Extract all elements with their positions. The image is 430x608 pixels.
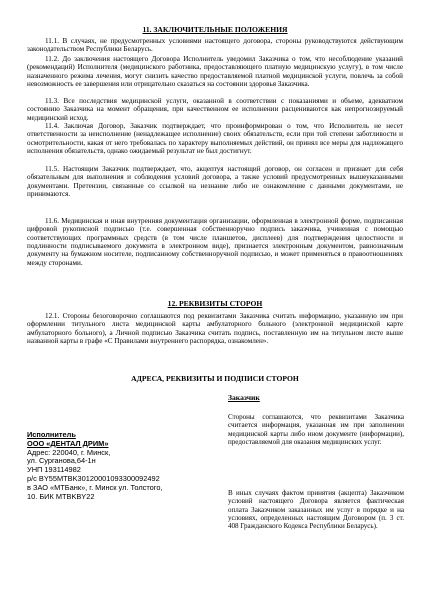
executor-street: ул. Сурганова,64-1н (27, 456, 96, 466)
paragraph-11-6: 11.6. Медицинская и иная внутренняя документация организации, оформленная в электронной форме, подписанная цифровой рукописной подписью (т.е. совершенная собственноручно подпись заказчика, учиненная с помощью соответствующих программных средств (в том числе планшетов, дисплеев) для подтверждения целостности и подлинности подписываемого документа в электронном виде), признается электронным документом, равнозначным документу на бумажном носителе, подписанному собственноручной подписью, и может применяться в правоотношениях между сторонами. (27, 217, 403, 267)
section-12-heading: 12. РЕКВИЗИТЫ СТОРОН (167, 299, 263, 308)
paragraph-11-1: 11.1. В случаях, не предусмотренных условиями настоящего договора, стороны руководствуются действующим законодательством Республики Беларусь. (27, 37, 403, 54)
executor-bank: в ЗАО «МТБанк», г. Минск ул. Толстого, (27, 482, 163, 492)
paragraph-12-1: 12.1. Стороны безоговорочно соглашаются под реквизитами Заказчика считать информацию, указанную им при оформлении титульного листа медицинской карты амбулаторного больного (электронной медицинской карте амбулаторного больного), а Личной подписью Заказчика считать подпись, поставленную им на титульном листе выше названной карты в графе «С Правилами внутреннего распорядка, ознакомлен». (27, 312, 403, 346)
paragraph-11-2: 11.2. До заключения настоящего Договора Исполнитель уведомил Заказчика о том, что несоблюдение указаний (рекомендаций) Исполнителя (медицинского работника, предоставляющего платную медицинскую услугу), в том числе назначенного режима лечения, могут снизить качество предоставляемой платной медицинской услуги, повлечь за собой невозможность ее завершения или отрицательно сказаться на состоянии здоровья Заказчика. (27, 55, 403, 89)
executor-address: Адрес: 220040, г. Минск, (27, 447, 111, 457)
paragraph-11-5: 11.5. Настоящим Заказчик подтверждает, что, акцептуя настоящий договор, он согласен и признает для себя обязательным для выполнения и соблюдения условий договора, а также условий предусмотренных вышеуказанными документами. Претензии, связанные со ссылкой на незнание либо не ознакомление с данными документами, не принимаются. (27, 165, 403, 199)
executor-block (27, 431, 197, 501)
executor-name: ООО «ДЕНТАЛ ДРИМ» (27, 438, 109, 448)
executor-title: Исполнитель (27, 430, 76, 439)
paragraph-11-3: 11.3. Все последствия медицинской услуги, оказанной в соответствии с показаниями и объеме, адекватном состоянию Заказчика на момент обращения, при качественном ее исполнении расцениваются как непрогнозируемый медицинский исход. (27, 97, 403, 122)
addresses-heading: АДРЕСА, РЕКВИЗИТЫ И ПОДПИСИ СТОРОН (131, 374, 299, 383)
executor-unp: УНП 193114982 (27, 465, 81, 475)
paragraph-11-4: 11.4. Заключая Договор, Заказчик подтверждает, что проинформирован о том, что Исполнитель не несет ответственности за неисполнение (ненадлежащее исполнение) своих обязательств, если при той степени заботливости и осмотрительности, какая от него требовалась по характеру выполняемых действий, он принял все меры для надлежащего исполнения обязательств, однако ожидаемый результат не был достигнут. (27, 122, 403, 156)
executor-bik: 10. БИК MTBKBY22 (27, 491, 95, 501)
executor-account: р/с BY55MTBK30120001093300092492 (27, 473, 160, 483)
section-11-heading: 11. ЗАКЛЮЧИТЕЛЬНЫЕ ПОЛОЖЕНИЯ (142, 25, 288, 34)
customer-title: Заказчик (228, 393, 260, 402)
customer-text-2: В иных случаях фактом принятия (акцепта) Заказчиком условий настоящего Договора является фактическая оплата Заказчиком заказанных им услуг в порядке и на условиях, определенных настоящим Договором (п. 3 ст. 408 Гражданского Кодекса Республики Беларусь). (228, 489, 404, 530)
customer-text-1: Стороны соглашаются, что реквизитами Заказчика считается информация, указанная им при заполнении медицинской карты либо ином документе (информации), предоставляемой для оказания медицинских услуг. (228, 413, 404, 446)
